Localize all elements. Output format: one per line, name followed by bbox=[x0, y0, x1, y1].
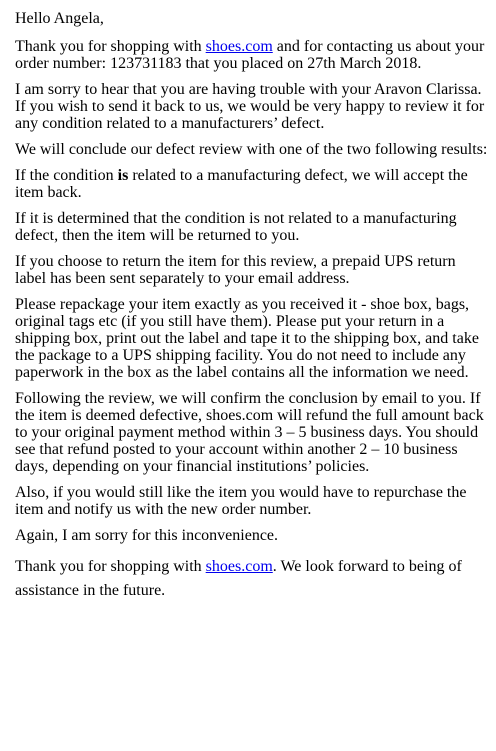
paragraph-order-info bbox=[15, 38, 489, 72]
paragraph-defect-accept bbox=[15, 167, 489, 201]
paragraph-repackage: Please repackage your item exactly as you received it - shoe box, bags, original tags etc (if you still have them). Please put your return in a shipping box, print out the label and tape it to the shipping box, and take the package to a UPS shipping facility. You do not need to include any paperwork in the box as the label contains all the information we need. bbox=[15, 296, 479, 381]
paragraph-repurchase: Also, if you would still like the item you would have to repurchase the item and notify us with the new order number. bbox=[15, 484, 467, 518]
paragraph-refund: Following the review, we will confirm the conclusion by email to you. If the item is deemed defective, shoes.com will refund the full amount back to your original payment method within 3 – 5 business days. You should see that refund posted to your account within another 2 – 10 business days, depending on your financial institutions’ policies. bbox=[15, 390, 484, 475]
paragraph-text: Thank you for shopping with bbox=[15, 558, 206, 575]
emphasis-text: is bbox=[117, 167, 129, 184]
paragraph-defect-return: If it is determined that the condition is not related to a manufacturing defect, then the item will be returned to you. bbox=[15, 210, 457, 244]
paragraph-review-results: We will conclude our defect review with one of the two following results: bbox=[15, 141, 488, 158]
paragraph-text: . We look forward to being of assistance in the future. bbox=[15, 558, 462, 599]
paragraph-text: Thank you for shopping with bbox=[15, 38, 206, 55]
paragraph-text: related to a manufacturing defect, we will accept the item back. bbox=[15, 167, 468, 201]
paragraph-text: If the condition bbox=[15, 167, 118, 184]
paragraph-apology: I am sorry to hear that you are having trouble with your Aravon Clarissa. If you wish to send it back to us, we would be very happy to review it for any condition related to a manufacturers’ defect. bbox=[15, 81, 485, 132]
paragraph-apology-closing: Again, I am sorry for this inconvenience. bbox=[15, 527, 279, 544]
shoes-com-link[interactable]: shoes.com bbox=[205, 38, 273, 55]
shoes-com-link[interactable]: shoes.com bbox=[205, 558, 273, 575]
paragraph-text: and for contacting us about your order number: 123731183 that you placed on 27th March 2018. bbox=[15, 38, 485, 72]
paragraph-closing bbox=[15, 555, 489, 603]
greeting: Hello Angela, bbox=[15, 10, 104, 27]
paragraph-ups-label: If you choose to return the item for this review, a prepaid UPS return label has been sent separately to your email address. bbox=[15, 253, 456, 287]
